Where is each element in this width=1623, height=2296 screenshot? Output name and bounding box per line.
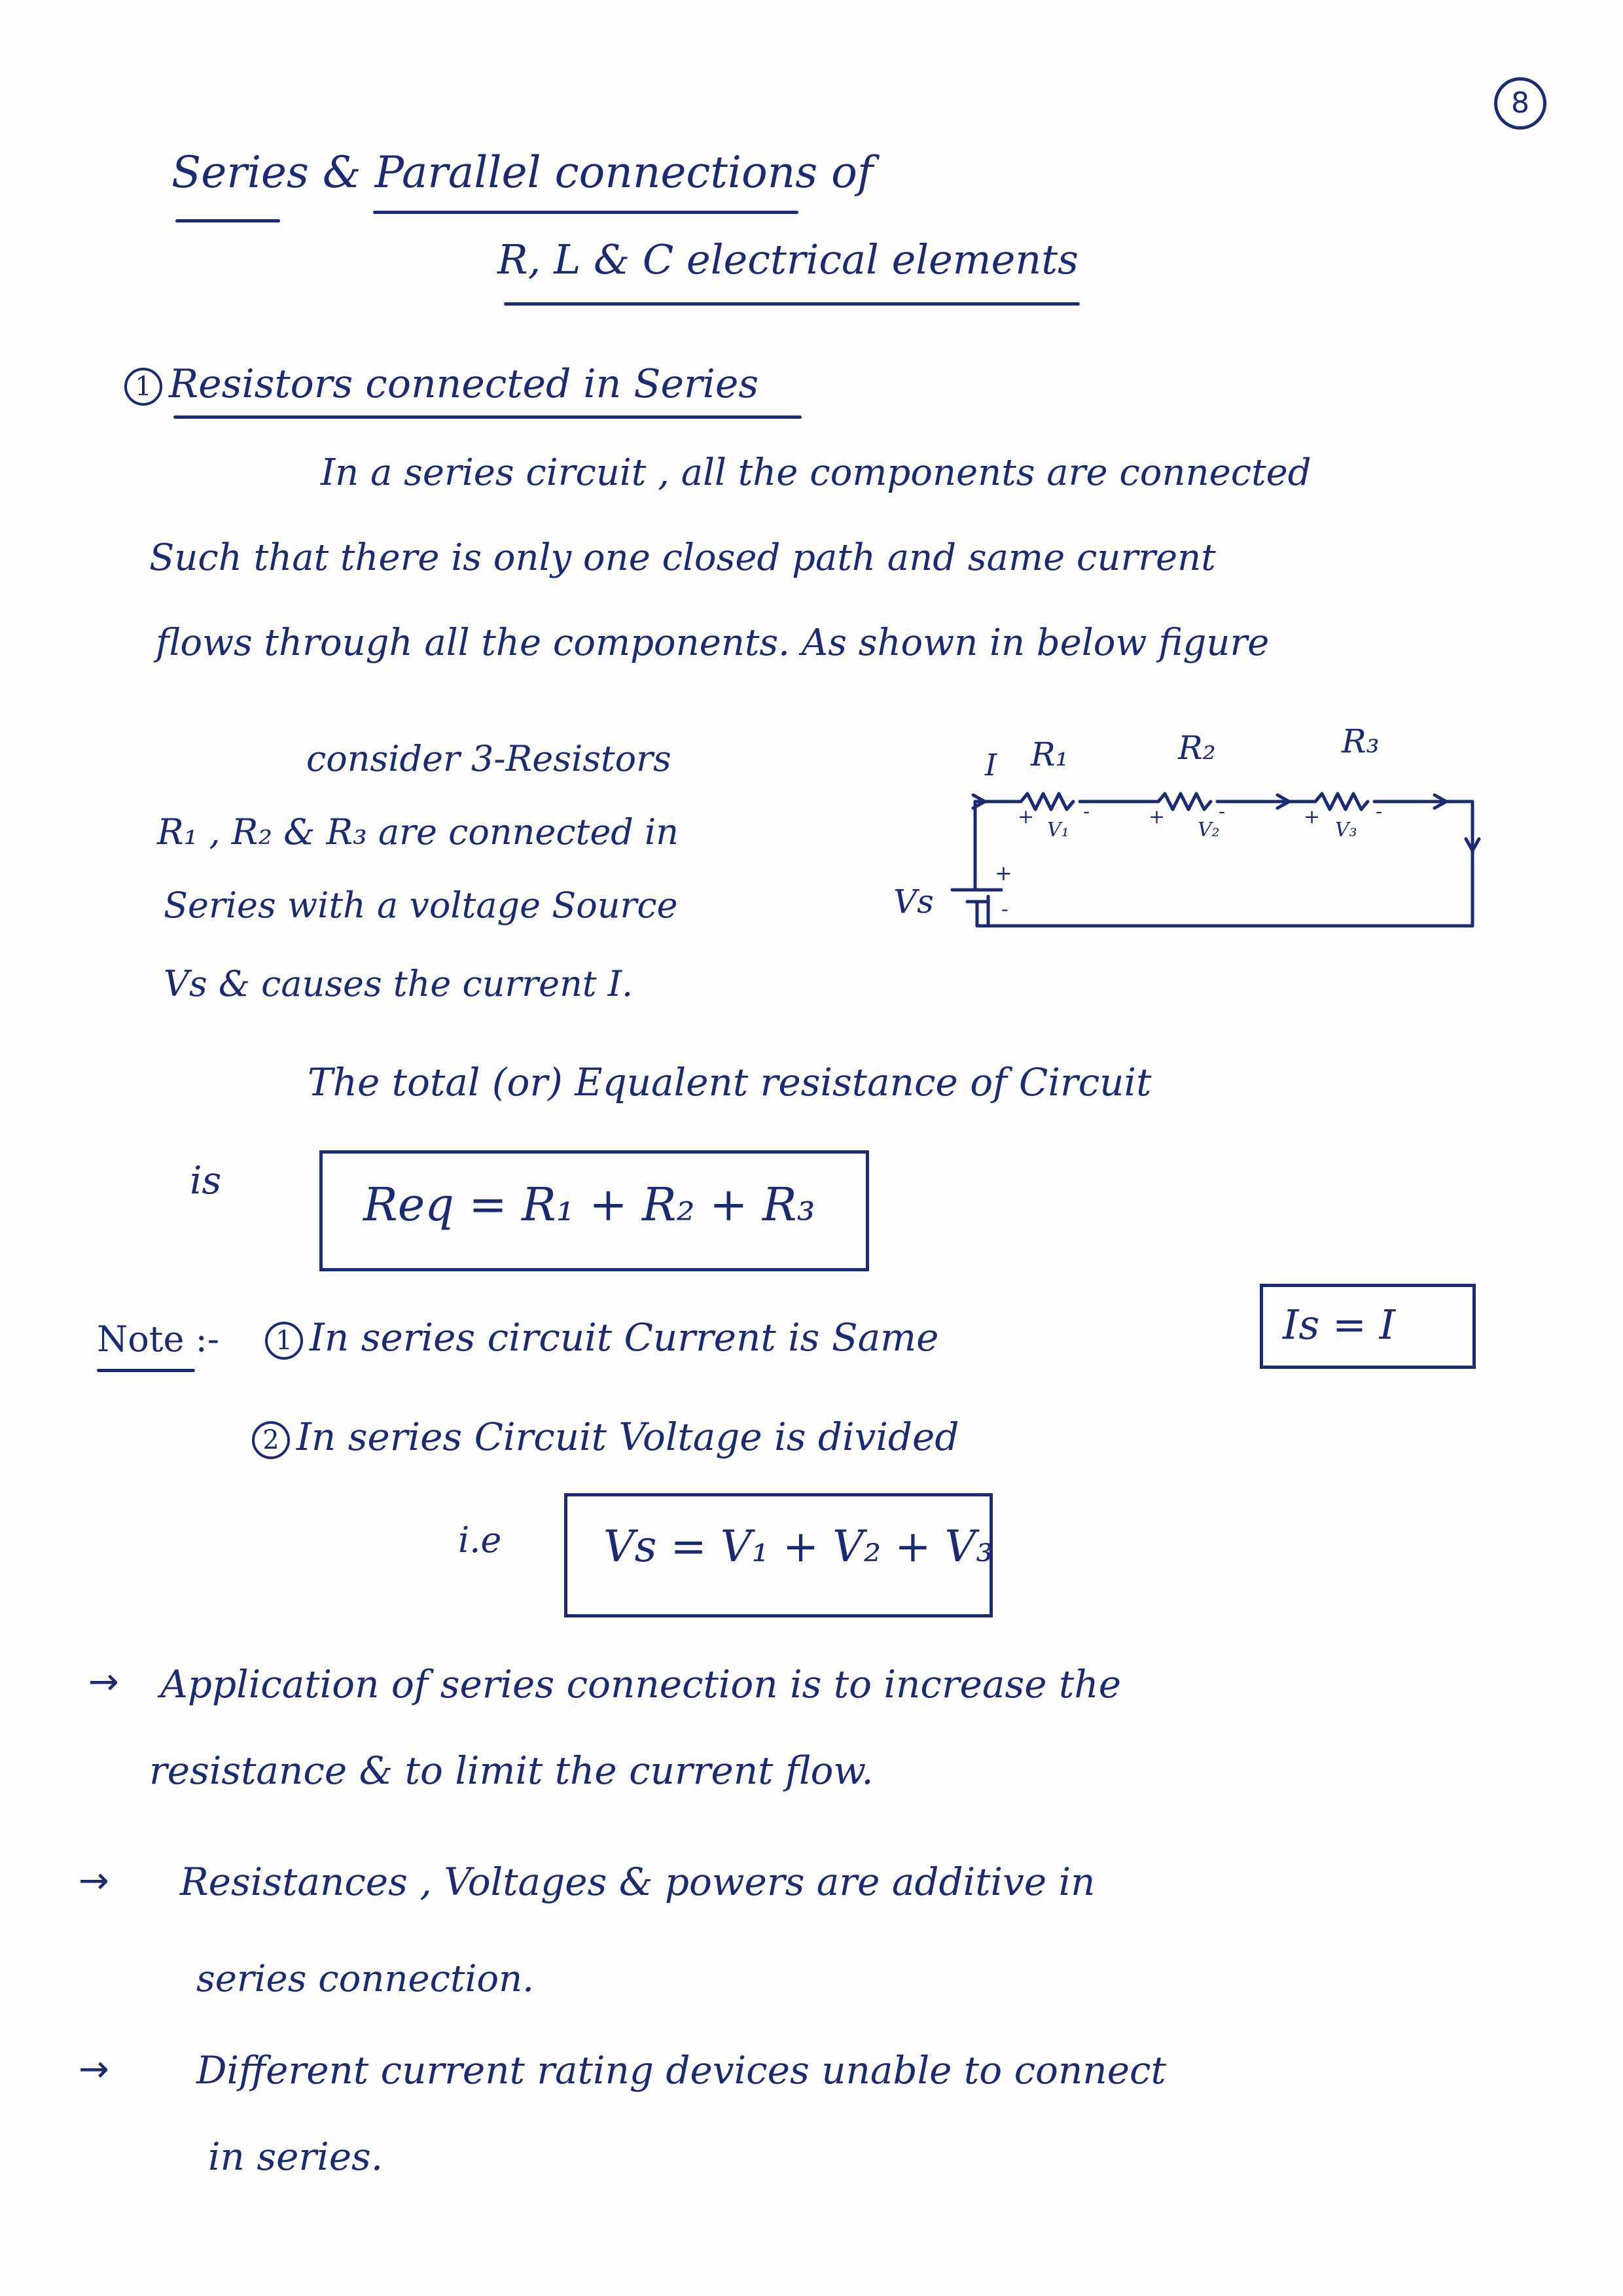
note-underline: [97, 1369, 195, 1372]
consider-line-1: consider 3-Resistors: [306, 738, 671, 779]
arrow-bullet-2-icon: →: [79, 1860, 109, 1902]
title-underline-1a: [175, 219, 280, 222]
bullet-3-line-2: in series.: [208, 2134, 383, 2179]
note-label: Note :-: [97, 1318, 220, 1360]
source-label: Vs: [893, 883, 934, 921]
resistor-r2: [1158, 794, 1211, 809]
title-line-2: R, L & C electrical elements: [497, 236, 1079, 283]
bullet-3-line-1: Different current rating devices unable to connect: [196, 2048, 1166, 2093]
section-heading-text: Resistors connected in Series: [169, 361, 759, 407]
r3-minus: -: [1376, 800, 1383, 823]
v1-label: V₁: [1047, 819, 1069, 841]
note-item-1-text: In series circuit Current is Same: [310, 1315, 939, 1360]
r2-label: R₂: [1178, 729, 1216, 767]
r3-plus: +: [1304, 805, 1321, 828]
bullet-2-line-2: series connection.: [196, 1958, 534, 2000]
para-line-1: In a series circuit , all the components are connected: [321, 451, 1311, 494]
bullet-1-line-1: Application of series connection is to increase the: [160, 1662, 1122, 1706]
source-plus: +: [995, 860, 1012, 885]
r2-minus: -: [1219, 800, 1226, 823]
wire-battery-bottom: [977, 902, 988, 926]
note-item-2-number: 2: [252, 1421, 290, 1459]
v2-label: V₂: [1198, 819, 1220, 841]
para-line-2: Such that there is only one closed path and same current: [149, 537, 1216, 579]
bullet-2-line-1: Resistances , Voltages & powers are additive in: [180, 1860, 1096, 1904]
note-item-1: [265, 1315, 938, 1360]
vs-formula: Vs = V₁ + V₂ + V₃: [603, 1521, 993, 1572]
bullet-1-line-2: resistance & to limit the current flow.: [149, 1748, 874, 1793]
current-label: I: [985, 747, 997, 783]
total-resistance-line: The total (or) Equalent resistance of Circuit: [308, 1060, 1152, 1104]
title-underline-1b: [373, 211, 798, 214]
consider-line-4: Vs & causes the current I.: [164, 963, 633, 1004]
r2-plus: +: [1149, 805, 1166, 828]
ie-label: i.e: [458, 1519, 502, 1561]
is-formula: Is = I: [1283, 1301, 1396, 1349]
section-underline: [173, 415, 802, 419]
is-label: is: [190, 1158, 222, 1203]
wire-left-top: [975, 802, 1021, 864]
title-underline-2: [504, 302, 1080, 306]
section-number: 1: [124, 368, 162, 406]
r1-minus: -: [1083, 800, 1090, 823]
consider-line-2: R₁ , R₂ & R₃ are connected in: [157, 811, 679, 853]
r3-label: R₃: [1342, 722, 1380, 760]
source-minus: -: [1001, 896, 1008, 921]
req-formula: Req = R₁ + R₂ + R₃: [363, 1178, 815, 1231]
title-line-1: Series & Parallel connections of: [171, 147, 874, 198]
section-heading: [124, 361, 758, 407]
r1-plus: +: [1018, 805, 1035, 828]
note-item-2-text: In series Circuit Voltage is divided: [296, 1415, 959, 1459]
consider-line-3: Series with a voltage Source: [164, 885, 678, 926]
series-circuit-diagram: [870, 694, 1512, 975]
para-line-3: flows through all the components. As shown in below figure: [156, 622, 1270, 664]
arrow-bullet-3-icon: →: [79, 2048, 109, 2091]
page-number: 8: [1494, 77, 1546, 130]
note-item-2: [252, 1415, 959, 1459]
r1-label: R₁: [1031, 735, 1069, 773]
arrow-bullet-1-icon: →: [88, 1661, 119, 1703]
note-item-1-number: 1: [265, 1322, 303, 1360]
v3-label: V₃: [1335, 819, 1357, 841]
resistor-r3: [1315, 794, 1368, 809]
